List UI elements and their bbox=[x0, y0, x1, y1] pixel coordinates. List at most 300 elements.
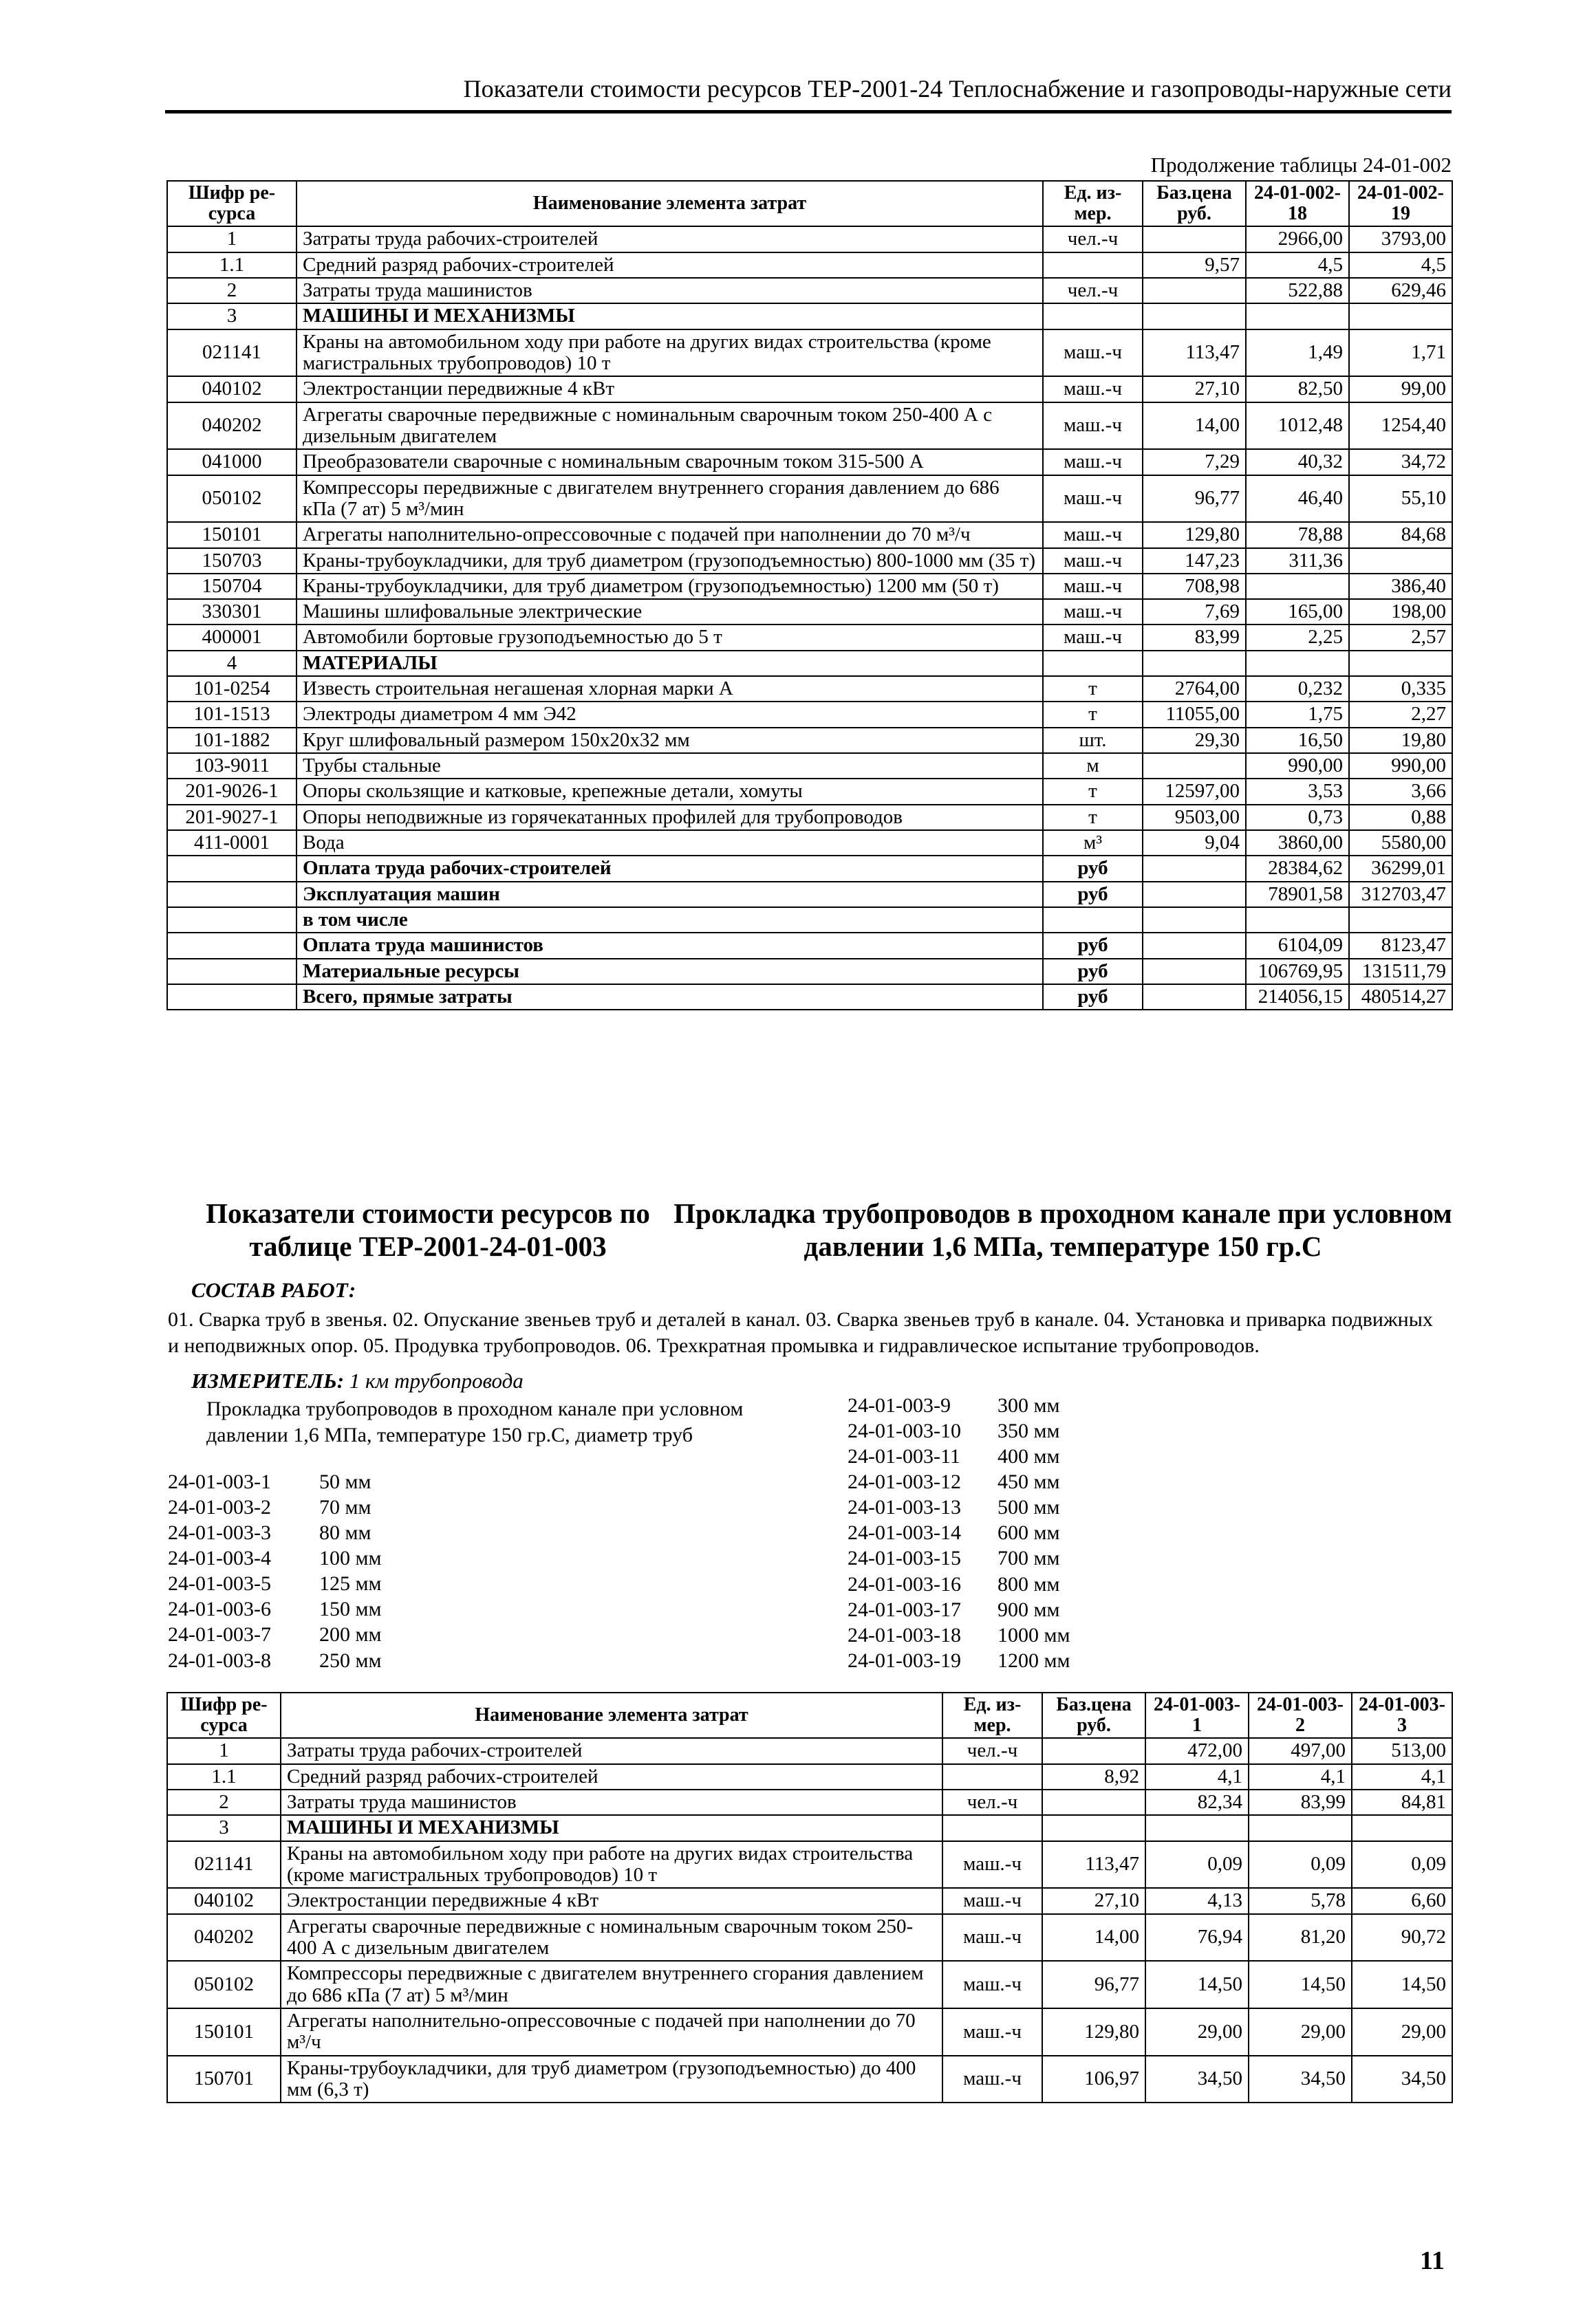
unit-cell: т bbox=[1043, 779, 1143, 804]
code-row bbox=[168, 1648, 381, 1673]
value-cell: 1254,40 bbox=[1349, 402, 1452, 450]
code-row bbox=[848, 1622, 1070, 1648]
table-row bbox=[167, 830, 1452, 856]
value-cell: 14,50 bbox=[1249, 1961, 1352, 2008]
table-row bbox=[167, 2056, 1452, 2103]
value-cell: 28384,62 bbox=[1246, 856, 1349, 881]
table-row bbox=[167, 856, 1452, 881]
measure-text: Прокладка трубопроводов в проходном канале при условном давлении 1,6 МПа, температуре 150 гр.С, диаметр труб bbox=[206, 1398, 744, 1447]
value-cell: 1,49 bbox=[1246, 329, 1349, 377]
code-diameter: 700 мм bbox=[998, 1547, 1060, 1570]
table-row bbox=[167, 329, 1452, 377]
value-cell: 106769,95 bbox=[1246, 959, 1349, 984]
price-cell: 9,57 bbox=[1143, 252, 1246, 278]
diameter-codes-left bbox=[168, 1469, 381, 1673]
value-cell bbox=[1246, 651, 1349, 676]
code-diameter: 300 мм bbox=[998, 1394, 1060, 1417]
table-row bbox=[167, 625, 1452, 650]
name-cell: Электроды диаметром 4 мм Э42 bbox=[296, 702, 1043, 727]
unit-cell: чел.-ч bbox=[942, 1790, 1042, 1815]
unit-cell: маш.-ч bbox=[1043, 548, 1143, 574]
table-row bbox=[167, 907, 1452, 933]
code-cell bbox=[167, 856, 296, 881]
code-cell: 041000 bbox=[167, 449, 296, 475]
code-cell: 330301 bbox=[167, 599, 296, 625]
value-cell: 40,32 bbox=[1246, 449, 1349, 475]
unit-cell: руб bbox=[1043, 984, 1143, 1010]
code-cell: 150101 bbox=[167, 522, 296, 547]
price-cell: 27,10 bbox=[1042, 1888, 1145, 1913]
code-cell: 103-9011 bbox=[167, 753, 296, 779]
composition-label: СОСТАВ РАБОТ: bbox=[191, 1278, 356, 1302]
table-row bbox=[167, 805, 1452, 830]
code-row bbox=[168, 1545, 381, 1571]
code-id: 24-01-003-1 bbox=[168, 1470, 271, 1493]
table-row bbox=[167, 753, 1452, 779]
table-row bbox=[167, 933, 1452, 958]
code-id: 24-01-003-2 bbox=[168, 1496, 271, 1519]
code-cell: 150703 bbox=[167, 548, 296, 574]
value-cell: 3,53 bbox=[1246, 779, 1349, 804]
code-cell: 101-1882 bbox=[167, 728, 296, 753]
code-cell: 400001 bbox=[167, 625, 296, 650]
name-cell: Трубы стальные bbox=[296, 753, 1043, 779]
name-cell: Оплата труда машинистов bbox=[296, 933, 1043, 958]
code-cell: 021141 bbox=[167, 1841, 281, 1889]
name-cell: Затраты труда машинистов bbox=[281, 1790, 942, 1815]
name-cell: Агрегаты наполнительно-опрессовочные с подачей при наполнении до 70 м³/ч bbox=[296, 522, 1043, 547]
value-cell: 3793,00 bbox=[1349, 226, 1452, 252]
code-row bbox=[848, 1469, 1070, 1495]
code-diameter: 350 мм bbox=[998, 1420, 1060, 1443]
value-cell bbox=[1349, 907, 1452, 933]
value-cell: 0,232 bbox=[1246, 676, 1349, 702]
code-cell bbox=[167, 933, 296, 958]
price-cell bbox=[1143, 984, 1246, 1010]
code-cell: 4 bbox=[167, 651, 296, 676]
value-cell: 29,00 bbox=[1249, 2008, 1352, 2056]
code-cell bbox=[167, 907, 296, 933]
price-cell bbox=[1143, 933, 1246, 958]
table-row bbox=[167, 475, 1452, 523]
value-cell: 76,94 bbox=[1145, 1914, 1249, 1962]
code-cell: 150704 bbox=[167, 574, 296, 599]
name-cell: Краны-трубоукладчики, для труб диаметром (грузоподъемностью) до 400 мм (6,3 т) bbox=[281, 2056, 942, 2103]
unit-cell: маш.-ч bbox=[942, 1914, 1042, 1962]
code-diameter: 600 мм bbox=[998, 1521, 1060, 1545]
price-cell bbox=[1042, 1790, 1145, 1815]
code-cell: 040202 bbox=[167, 402, 296, 450]
value-cell: 3860,00 bbox=[1246, 830, 1349, 856]
code-row bbox=[848, 1597, 1070, 1622]
unit-cell: маш.-ч bbox=[1043, 329, 1143, 377]
composition-text: 01. Сварка труб в звенья. 02. Опускание звеньев труб и деталей в канал. 03. Сварка звеньев труб в канале. 04. Установка и приварка подвижных и неподвижных опор. 05. Продувка трубопроводов. 06. Трехкратная промывка и гидравлическое испытание трубопроводов. bbox=[168, 1308, 1433, 1357]
value-cell: 1012,48 bbox=[1246, 402, 1349, 450]
code-cell: 3 bbox=[167, 303, 296, 329]
value-cell: 2966,00 bbox=[1246, 226, 1349, 252]
code-row bbox=[848, 1393, 1070, 1418]
code-diameter: 900 мм bbox=[998, 1598, 1060, 1621]
code-row bbox=[168, 1622, 381, 1647]
running-header: Показатели стоимости ресурсов ТЕР-2001-24 Теплоснабжение и газопроводы-наружные сети bbox=[165, 74, 1452, 113]
price-cell: 27,10 bbox=[1143, 376, 1246, 402]
name-cell: Машины шлифовальные электрические bbox=[296, 599, 1043, 625]
value-cell: 99,00 bbox=[1349, 376, 1452, 402]
code-id: 24-01-003-9 bbox=[848, 1394, 951, 1417]
name-cell: Опоры неподвижные из горячекатанных профилей для трубопроводов bbox=[296, 805, 1043, 830]
table-row bbox=[167, 226, 1452, 252]
code-diameter: 500 мм bbox=[998, 1496, 1060, 1519]
header-cell: Шифр ре-сурса bbox=[167, 1693, 281, 1738]
code-diameter: 125 мм bbox=[319, 1572, 382, 1596]
unit-cell: маш.-ч bbox=[942, 1841, 1042, 1889]
value-cell: 1,71 bbox=[1349, 329, 1452, 377]
code-cell bbox=[167, 882, 296, 907]
price-cell: 14,00 bbox=[1042, 1914, 1145, 1962]
code-cell: 1.1 bbox=[167, 1764, 281, 1790]
name-cell: Круг шлифовальный размером 150х20х32 мм bbox=[296, 728, 1043, 753]
price-cell: 96,77 bbox=[1143, 475, 1246, 523]
unit-cell: маш.-ч bbox=[1043, 522, 1143, 547]
code-row bbox=[168, 1571, 381, 1596]
name-cell: МАШИНЫ И МЕХАНИЗМЫ bbox=[281, 1815, 942, 1840]
value-cell: 1,75 bbox=[1246, 702, 1349, 727]
unit-cell: руб bbox=[1043, 959, 1143, 984]
table-row bbox=[167, 574, 1452, 599]
value-cell: 386,40 bbox=[1349, 574, 1452, 599]
price-cell bbox=[1143, 651, 1246, 676]
unit-cell: м³ bbox=[1043, 830, 1143, 856]
table-row bbox=[167, 1841, 1452, 1889]
value-cell: 84,68 bbox=[1349, 522, 1452, 547]
table-row bbox=[167, 402, 1452, 450]
unit-cell: руб bbox=[1043, 856, 1143, 881]
header-cell: Наименование элемента затрат bbox=[281, 1693, 942, 1738]
price-cell: 113,47 bbox=[1143, 329, 1246, 377]
value-cell: 480514,27 bbox=[1349, 984, 1452, 1010]
code-cell: 050102 bbox=[167, 475, 296, 523]
value-cell: 19,80 bbox=[1349, 728, 1452, 753]
price-cell: 129,80 bbox=[1143, 522, 1246, 547]
code-cell: 201-9026-1 bbox=[167, 779, 296, 804]
header-cell: Наименование элемента затрат bbox=[296, 181, 1043, 226]
unit-cell: м bbox=[1043, 753, 1143, 779]
header-cell: 24-01-003-3 bbox=[1352, 1693, 1452, 1738]
name-cell: Материальные ресурсы bbox=[296, 959, 1043, 984]
measure-label: ИЗМЕРИТЕЛЬ: bbox=[191, 1369, 345, 1393]
value-cell: 83,99 bbox=[1249, 1790, 1352, 1815]
value-cell: 55,10 bbox=[1349, 475, 1452, 523]
code-cell: 101-0254 bbox=[167, 676, 296, 702]
price-cell: 96,77 bbox=[1042, 1961, 1145, 2008]
code-cell: 1 bbox=[167, 1738, 281, 1763]
price-cell bbox=[1143, 278, 1246, 303]
code-row bbox=[848, 1572, 1070, 1597]
price-cell: 106,97 bbox=[1042, 2056, 1145, 2103]
header-cell: Ед. из-мер. bbox=[1043, 181, 1143, 226]
unit-cell: маш.-ч bbox=[1043, 376, 1143, 402]
price-cell: 2764,00 bbox=[1143, 676, 1246, 702]
value-cell bbox=[1349, 548, 1452, 574]
unit-cell: маш.-ч bbox=[1043, 599, 1143, 625]
header-cell: Ед. из-мер. bbox=[942, 1693, 1042, 1738]
name-cell: Компрессоры передвижные с двигателем внутреннего сгорания давлением до 686 кПа (7 ат) 5 м³/мин bbox=[296, 475, 1043, 523]
unit-cell: маш.-ч bbox=[942, 1961, 1042, 2008]
code-cell: 021141 bbox=[167, 329, 296, 377]
code-id: 24-01-003-5 bbox=[168, 1572, 271, 1596]
name-cell: Вода bbox=[296, 830, 1043, 856]
price-cell: 83,99 bbox=[1143, 625, 1246, 650]
table-row bbox=[167, 1815, 1452, 1840]
name-cell: Краны-трубоукладчики, для труб диаметром (грузоподъемностью) 800-1000 мм (35 т) bbox=[296, 548, 1043, 574]
value-cell bbox=[1349, 651, 1452, 676]
value-cell: 513,00 bbox=[1352, 1738, 1452, 1763]
value-cell: 34,50 bbox=[1352, 2056, 1452, 2103]
code-cell: 1.1 bbox=[167, 252, 296, 278]
value-cell: 0,09 bbox=[1145, 1841, 1249, 1889]
value-cell: 81,20 bbox=[1249, 1914, 1352, 1962]
name-cell: Краны на автомобильном ходу при работе на других видах строительства (кроме магистральных трубопроводов) 10 т bbox=[296, 329, 1043, 377]
price-cell: 708,98 bbox=[1143, 574, 1246, 599]
value-cell: 36299,01 bbox=[1349, 856, 1452, 881]
table-row bbox=[167, 676, 1452, 702]
name-cell: Средний разряд рабочих-строителей bbox=[281, 1764, 942, 1790]
unit-cell: маш.-ч bbox=[1043, 449, 1143, 475]
price-cell: 129,80 bbox=[1042, 2008, 1145, 2056]
value-cell: 14,50 bbox=[1352, 1961, 1452, 2008]
value-cell: 6,60 bbox=[1352, 1888, 1452, 1913]
table-header-row bbox=[167, 181, 1452, 226]
value-cell: 990,00 bbox=[1349, 753, 1452, 779]
unit-cell: т bbox=[1043, 702, 1143, 727]
value-cell: 4,1 bbox=[1145, 1764, 1249, 1790]
value-cell: 84,81 bbox=[1352, 1790, 1452, 1815]
unit-cell: маш.-ч bbox=[942, 2008, 1042, 2056]
price-cell bbox=[1143, 226, 1246, 252]
code-cell: 201-9027-1 bbox=[167, 805, 296, 830]
price-cell bbox=[1042, 1738, 1145, 1763]
code-id: 24-01-003-4 bbox=[168, 1547, 271, 1570]
name-cell: Компрессоры передвижные с двигателем внутреннего сгорания давлением до 686 кПа (7 ат) 5 м³/мин bbox=[281, 1961, 942, 2008]
name-cell: Затраты труда рабочих-строителей bbox=[296, 226, 1043, 252]
unit-cell bbox=[1043, 252, 1143, 278]
unit-cell: маш.-ч bbox=[1043, 402, 1143, 450]
value-cell: 2,57 bbox=[1349, 625, 1452, 650]
value-cell: 4,5 bbox=[1349, 252, 1452, 278]
value-cell: 78901,58 bbox=[1246, 882, 1349, 907]
unit-cell: маш.-ч bbox=[942, 1888, 1042, 1913]
value-cell: 34,72 bbox=[1349, 449, 1452, 475]
code-cell: 050102 bbox=[167, 1961, 281, 2008]
price-cell bbox=[1143, 856, 1246, 881]
value-cell: 4,1 bbox=[1352, 1764, 1452, 1790]
section-title-right: Прокладка трубопроводов в проходном канале при условном давлении 1,6 МПа, температуре 150 гр.С bbox=[673, 1197, 1452, 1262]
code-diameter: 100 мм bbox=[319, 1547, 382, 1570]
unit-cell bbox=[1043, 907, 1143, 933]
code-diameter: 400 мм bbox=[998, 1445, 1060, 1468]
value-cell: 14,50 bbox=[1145, 1961, 1249, 2008]
value-cell: 29,00 bbox=[1145, 2008, 1249, 2056]
code-cell: 040102 bbox=[167, 376, 296, 402]
header-cell: Баз.цена руб. bbox=[1042, 1693, 1145, 1738]
value-cell: 198,00 bbox=[1349, 599, 1452, 625]
code-id: 24-01-003-19 bbox=[848, 1649, 961, 1672]
code-id: 24-01-003-13 bbox=[848, 1496, 961, 1519]
table-row bbox=[167, 522, 1452, 547]
table-row bbox=[167, 651, 1452, 676]
resource-table-24-01-003 bbox=[166, 1692, 1453, 2103]
table-row bbox=[167, 1914, 1452, 1962]
name-cell: Затраты труда рабочих-строителей bbox=[281, 1738, 942, 1763]
name-cell: Опоры скользящие и катковые, крепежные детали, хомуты bbox=[296, 779, 1043, 804]
header-cell: 24-01-003-2 bbox=[1249, 1693, 1352, 1738]
code-cell: 3 bbox=[167, 1815, 281, 1840]
value-cell: 165,00 bbox=[1246, 599, 1349, 625]
name-cell: Известь строительная негашеная хлорная марки А bbox=[296, 676, 1043, 702]
value-cell: 4,13 bbox=[1145, 1888, 1249, 1913]
code-row bbox=[168, 1495, 381, 1520]
table-row bbox=[167, 728, 1452, 753]
value-cell: 131511,79 bbox=[1349, 959, 1452, 984]
unit-cell: маш.-ч bbox=[942, 2056, 1042, 2103]
code-cell bbox=[167, 959, 296, 984]
code-row bbox=[168, 1520, 381, 1545]
value-cell bbox=[1246, 303, 1349, 329]
code-id: 24-01-003-12 bbox=[848, 1470, 961, 1494]
header-cell: Баз.цена руб. bbox=[1143, 181, 1246, 226]
price-cell: 7,29 bbox=[1143, 449, 1246, 475]
value-cell: 29,00 bbox=[1352, 2008, 1452, 2056]
price-cell: 147,23 bbox=[1143, 548, 1246, 574]
name-cell: Электростанции передвижные 4 кВт bbox=[296, 376, 1043, 402]
price-cell bbox=[1143, 959, 1246, 984]
name-cell: Автомобили бортовые грузоподъемностью до 5 т bbox=[296, 625, 1043, 650]
value-cell bbox=[1249, 1815, 1352, 1840]
table-row bbox=[167, 2008, 1452, 2056]
name-cell: Эксплуатация машин bbox=[296, 882, 1043, 907]
table-row bbox=[167, 1888, 1452, 1913]
price-cell: 7,69 bbox=[1143, 599, 1246, 625]
table-row bbox=[167, 1764, 1452, 1790]
table-row bbox=[167, 449, 1452, 475]
code-cell: 150101 bbox=[167, 2008, 281, 2056]
unit-cell: чел.-ч bbox=[1043, 226, 1143, 252]
code-id: 24-01-003-8 bbox=[168, 1649, 271, 1672]
price-cell bbox=[1143, 907, 1246, 933]
code-diameter: 1000 мм bbox=[998, 1623, 1070, 1647]
value-cell: 2,25 bbox=[1246, 625, 1349, 650]
name-cell: Агрегаты сварочные передвижные с номинальным сварочным током 250-400 А с дизельным двигателем bbox=[281, 1914, 942, 1962]
price-cell: 14,00 bbox=[1143, 402, 1246, 450]
unit-cell bbox=[1043, 651, 1143, 676]
value-cell: 46,40 bbox=[1246, 475, 1349, 523]
code-cell: 040202 bbox=[167, 1914, 281, 1962]
value-cell: 472,00 bbox=[1145, 1738, 1249, 1763]
value-cell: 214056,15 bbox=[1246, 984, 1349, 1010]
price-cell bbox=[1143, 882, 1246, 907]
name-cell: Агрегаты сварочные передвижные с номинальным сварочным током 250-400 А с дизельным двигателем bbox=[296, 402, 1043, 450]
table-row bbox=[167, 376, 1452, 402]
value-cell: 312703,47 bbox=[1349, 882, 1452, 907]
value-cell: 0,09 bbox=[1352, 1841, 1452, 1889]
value-cell: 82,34 bbox=[1145, 1790, 1249, 1815]
value-cell: 0,09 bbox=[1249, 1841, 1352, 1889]
value-cell bbox=[1352, 1815, 1452, 1840]
code-diameter: 80 мм bbox=[319, 1521, 371, 1545]
unit-cell: т bbox=[1043, 805, 1143, 830]
code-id: 24-01-003-11 bbox=[848, 1445, 960, 1468]
unit-cell: чел.-ч bbox=[942, 1738, 1042, 1763]
unit-cell: чел.-ч bbox=[1043, 278, 1143, 303]
header-cell: 24-01-002-18 bbox=[1246, 181, 1349, 226]
value-cell: 2,27 bbox=[1349, 702, 1452, 727]
table-row bbox=[167, 599, 1452, 625]
code-cell: 150701 bbox=[167, 2056, 281, 2103]
value-cell: 629,46 bbox=[1349, 278, 1452, 303]
value-cell: 0,335 bbox=[1349, 676, 1452, 702]
unit-cell: шт. bbox=[1043, 728, 1143, 753]
value-cell: 82,50 bbox=[1246, 376, 1349, 402]
table-header-row bbox=[167, 1693, 1452, 1738]
unit-cell: т bbox=[1043, 676, 1143, 702]
price-cell: 29,30 bbox=[1143, 728, 1246, 753]
code-id: 24-01-003-10 bbox=[848, 1420, 961, 1443]
code-cell: 1 bbox=[167, 226, 296, 252]
value-cell bbox=[1145, 1815, 1249, 1840]
name-cell: Преобразователи сварочные с номинальным сварочным током 315-500 А bbox=[296, 449, 1043, 475]
value-cell bbox=[1349, 303, 1452, 329]
code-id: 24-01-003-3 bbox=[168, 1521, 271, 1545]
name-cell: Краны на автомобильном ходу при работе на других видах строительства (кроме магистральных трубопроводов) 10 т bbox=[281, 1841, 942, 1889]
page-number: 11 bbox=[1420, 2246, 1445, 2275]
code-diameter: 50 мм bbox=[319, 1470, 371, 1493]
name-cell: Электростанции передвижные 4 кВт bbox=[281, 1888, 942, 1913]
code-diameter: 200 мм bbox=[319, 1623, 382, 1647]
code-cell: 2 bbox=[167, 278, 296, 303]
unit-cell: руб bbox=[1043, 882, 1143, 907]
value-cell: 4,5 bbox=[1246, 252, 1349, 278]
code-id: 24-01-003-14 bbox=[848, 1521, 961, 1545]
table-row bbox=[167, 959, 1452, 984]
table-row bbox=[167, 1790, 1452, 1815]
code-diameter: 70 мм bbox=[319, 1496, 371, 1519]
code-diameter: 1200 мм bbox=[998, 1649, 1070, 1672]
name-cell: МАТЕРИАЛЫ bbox=[296, 651, 1043, 676]
value-cell: 78,88 bbox=[1246, 522, 1349, 547]
value-cell: 497,00 bbox=[1249, 1738, 1352, 1763]
value-cell: 5580,00 bbox=[1349, 830, 1452, 856]
table-row bbox=[167, 252, 1452, 278]
code-id: 24-01-003-18 bbox=[848, 1623, 961, 1647]
price-cell: 9,04 bbox=[1143, 830, 1246, 856]
table-row bbox=[167, 1738, 1452, 1763]
name-cell: Оплата труда рабочих-строителей bbox=[296, 856, 1043, 881]
unit-cell: маш.-ч bbox=[1043, 625, 1143, 650]
code-id: 24-01-003-15 bbox=[848, 1547, 961, 1570]
unit-cell bbox=[942, 1764, 1042, 1790]
section-title-left: Показатели стоимости ресурсов по таблице ТЕР-2001-24-01-003 bbox=[206, 1197, 650, 1262]
value-cell: 522,88 bbox=[1246, 278, 1349, 303]
value-cell: 34,50 bbox=[1249, 2056, 1352, 2103]
value-cell: 16,50 bbox=[1246, 728, 1349, 753]
table-row bbox=[167, 779, 1452, 804]
price-cell bbox=[1143, 753, 1246, 779]
value-cell: 0,88 bbox=[1349, 805, 1452, 830]
code-diameter: 150 мм bbox=[319, 1598, 382, 1621]
value-cell: 4,1 bbox=[1249, 1764, 1352, 1790]
table-caption: Продолжение таблицы 24-01-002 bbox=[1150, 153, 1452, 177]
value-cell: 5,78 bbox=[1249, 1888, 1352, 1913]
